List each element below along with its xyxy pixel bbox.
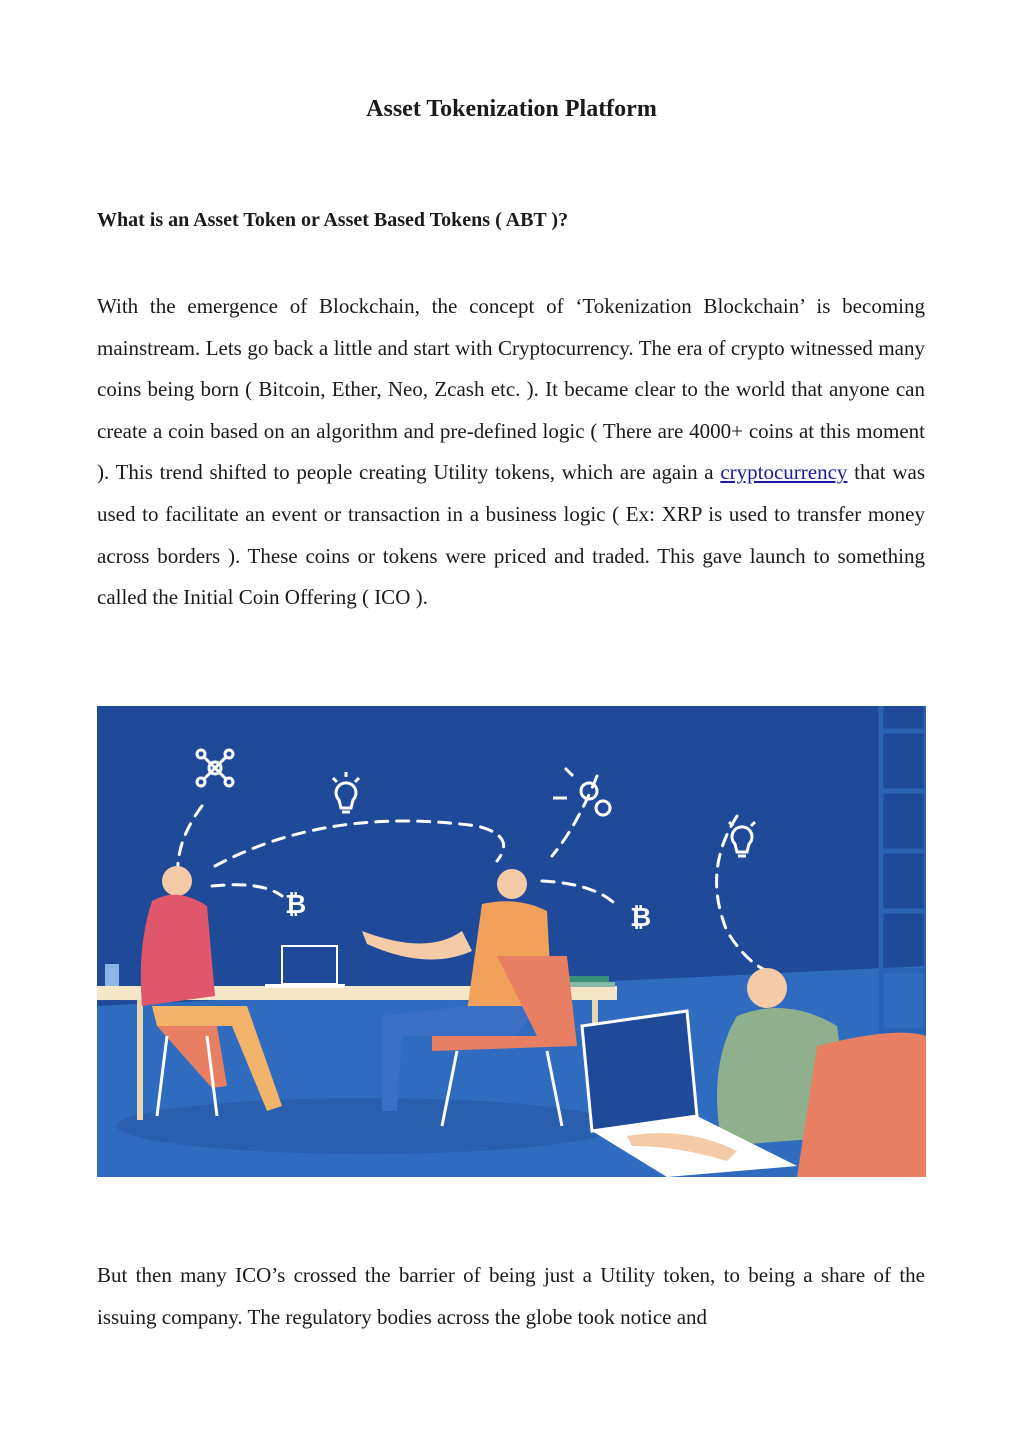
blockchain-team-illustration [97,706,926,1177]
bitcoin-icon: ₿ [285,890,307,920]
cryptocurrency-link[interactable]: cryptocurrency [720,460,848,485]
paragraph-intro [97,286,925,619]
section-heading: What is an Asset Token or Asset Based Tokens ( ABT )? [97,209,569,231]
paragraph-text: that was used to facilitate an event or transaction in a business logic ( Ex: XRP is used to transfer money across borders ). These coins or tokens were priced and traded. This gave launch to something called the Initial Coin Offering ( ICO ). [97,460,926,610]
bitcoin-icon: ₿ [630,903,652,933]
document-title: Asset Tokenization Platform [366,96,657,122]
paragraph-continued: But then many ICO’s crossed the barrier of being just a Utility token, to being a share of the issuing company. The regulatory bodies across the globe took notice and [97,1263,925,1329]
paragraph-text: With the emergence of Blockchain, the concept of ‘Tokenization Blockchain’ is becoming mainstream. Lets go back a little and start with Cryptocurrency. The era of crypto witnessed many coins being born ( Bitcoin, Ether, Neo, Zcash etc. ). It became clear to the world that anyone can create a coin based on an algorithm and pre-defined logic ( There are 4000+ coins at this moment ). This trend shifted to people creating Utility tokens, which are again a [97,294,925,485]
